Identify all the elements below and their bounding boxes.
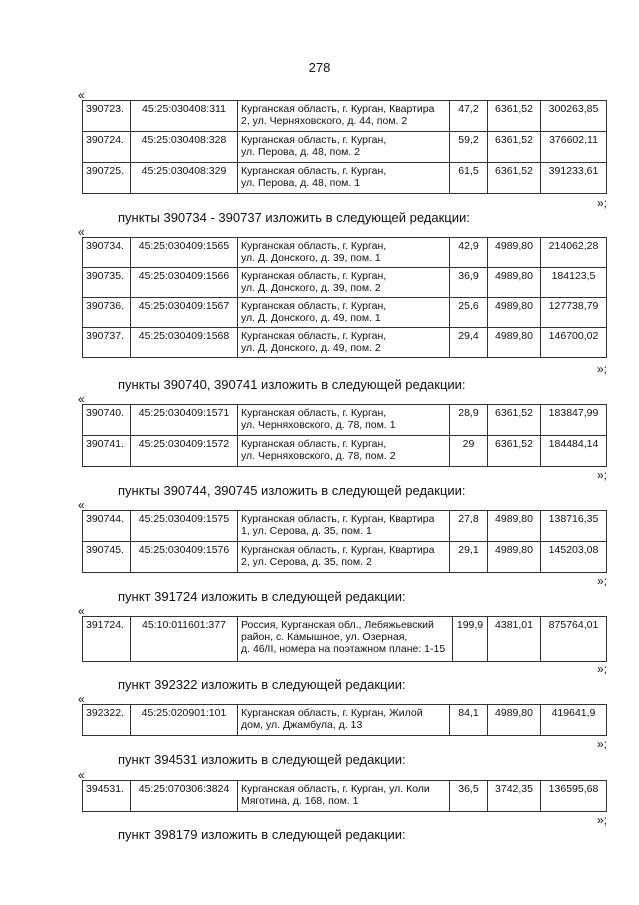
cell-total: 136595,68	[541, 781, 607, 812]
table-row	[83, 542, 607, 573]
cell-price: 4989,80	[488, 511, 541, 542]
cell-cadastral: 45:25:030408:328	[131, 132, 238, 163]
cell-area: 84,1	[450, 705, 488, 736]
table-row	[83, 405, 607, 436]
cell-num: 392322.	[83, 705, 131, 736]
cell-address: Курганская область, г. Курган, Квартира 2, ул. Серова, д. 35, пом. 2	[238, 542, 450, 573]
cell-area: 47,2	[450, 101, 488, 132]
close-quote: »;	[597, 662, 608, 676]
table-row	[83, 163, 607, 194]
cell-num: 390735.	[83, 268, 131, 298]
table-row	[83, 511, 607, 542]
cell-price: 6361,52	[488, 163, 541, 194]
table-row	[83, 298, 607, 328]
cell-price: 6361,52	[488, 405, 541, 436]
cell-total: 146700,02	[541, 328, 607, 358]
instruction-text: пункты 390740, 390741 изложить в следующей редакции:	[118, 377, 466, 392]
cell-total: 127738,79	[541, 298, 607, 328]
close-quote: »;	[597, 813, 608, 827]
open-quote: «	[78, 768, 85, 782]
open-quote: «	[78, 604, 85, 618]
instruction-text: пункт 398179 изложить в следующей редакции:	[118, 827, 406, 842]
table-row	[83, 617, 607, 662]
open-quote: «	[78, 692, 85, 706]
cell-cadastral: 45:25:030409:1571	[131, 405, 238, 436]
cell-area: 199,9	[453, 617, 488, 662]
table-row	[83, 268, 607, 298]
close-quote: »;	[597, 362, 608, 376]
cell-price: 6361,52	[488, 101, 541, 132]
cell-cadastral: 45:25:070306:3824	[131, 781, 238, 812]
cell-total: 214062,28	[541, 238, 607, 268]
cell-area: 28,9	[450, 405, 488, 436]
table-row	[83, 238, 607, 268]
table-row	[83, 328, 607, 358]
cell-area: 59,2	[450, 132, 488, 163]
cell-cadastral: 45:25:030408:311	[131, 101, 238, 132]
close-quote: »;	[597, 468, 608, 482]
instruction-text: пункт 392322 изложить в следующей редакции:	[118, 677, 406, 692]
table-row	[83, 101, 607, 132]
cell-num: 390723.	[83, 101, 131, 132]
cell-price: 4989,80	[488, 328, 541, 358]
cell-address: Курганская область, г. Курган, ул. Д. Донского, д. 39, пом. 2	[238, 268, 450, 298]
cell-price: 6361,52	[488, 436, 541, 467]
cell-total: 184484,14	[541, 436, 607, 467]
cell-num: 390745.	[83, 542, 131, 573]
cell-num: 390734.	[83, 238, 131, 268]
cell-price: 6361,52	[488, 132, 541, 163]
amendment-table	[82, 704, 607, 736]
cell-num: 390744.	[83, 511, 131, 542]
cell-cadastral: 45:25:030409:1572	[131, 436, 238, 467]
cell-cadastral: 45:25:030409:1576	[131, 542, 238, 573]
cell-price: 4989,80	[488, 298, 541, 328]
page-number: 278	[308, 60, 331, 75]
cell-num: 390724.	[83, 132, 131, 163]
cell-total: 138716,35	[541, 511, 607, 542]
cell-area: 29,4	[450, 328, 488, 358]
cell-address: Курганская область, г. Курган, ул. Черняховского, д. 78, пом. 1	[238, 405, 450, 436]
cell-total: 183847,99	[541, 405, 607, 436]
cell-address: Курганская область, г. Курган, ул. Перова, д. 48, пом. 1	[238, 163, 450, 194]
open-quote: «	[78, 392, 85, 406]
cell-num: 394531.	[83, 781, 131, 812]
open-quote: «	[78, 498, 85, 512]
cell-address: Курганская область, г. Курган, ул. Коли Мяготина, д. 168, пом. 1	[238, 781, 450, 812]
cell-area: 36,9	[450, 268, 488, 298]
table-row	[83, 781, 607, 812]
instruction-text: пункт 394531 изложить в следующей редакции:	[118, 752, 406, 767]
cell-address: Курганская область, г. Курган, ул. Перова, д. 48, пом. 2	[238, 132, 450, 163]
cell-total: 875764,01	[541, 617, 607, 662]
amendment-table	[82, 780, 607, 812]
cell-cadastral: 45:25:030408:329	[131, 163, 238, 194]
cell-cadastral: 45:25:030409:1567	[131, 298, 238, 328]
cell-price: 4989,80	[488, 705, 541, 736]
cell-address: Россия, Курганская обл., Лебяжьевский район, с. Камышное, ул. Озерная, д. 46/II, номера на поэтажном плане: 1-15	[238, 617, 453, 662]
cell-address: Курганская область, г. Курган, Квартира 2, ул. Черняховского, д. 44, пом. 2	[238, 101, 450, 132]
cell-num: 390740.	[83, 405, 131, 436]
cell-total: 300263,85	[541, 101, 607, 132]
amendment-table	[82, 100, 607, 194]
amendment-table	[82, 237, 607, 358]
cell-num: 390725.	[83, 163, 131, 194]
amendment-table	[82, 510, 607, 573]
cell-area: 29,1	[450, 542, 488, 573]
amendment-table	[82, 616, 607, 662]
close-quote: »;	[597, 737, 608, 751]
cell-cadastral: 45:10:011601:377	[131, 617, 238, 662]
cell-address: Курганская область, г. Курган, Жилой дом, ул. Джамбула, д. 13	[238, 705, 450, 736]
cell-price: 4989,80	[488, 238, 541, 268]
cell-area: 36,5	[450, 781, 488, 812]
cell-area: 61,5	[450, 163, 488, 194]
table-row	[83, 705, 607, 736]
cell-total: 376602,11	[541, 132, 607, 163]
cell-address: Курганская область, г. Курган, ул. Д. Донского, д. 49, пом. 1	[238, 298, 450, 328]
table-row	[83, 436, 607, 467]
cell-num: 391724.	[83, 617, 131, 662]
cell-price: 4381,01	[488, 617, 541, 662]
cell-cadastral: 45:25:030409:1568	[131, 328, 238, 358]
cell-total: 419641,9	[541, 705, 607, 736]
cell-num: 390741.	[83, 436, 131, 467]
cell-area: 29	[450, 436, 488, 467]
table-row	[83, 132, 607, 163]
cell-cadastral: 45:25:030409:1566	[131, 268, 238, 298]
instruction-text: пункт 391724 изложить в следующей редакции:	[118, 589, 406, 604]
cell-cadastral: 45:25:020901:101	[131, 705, 238, 736]
cell-price: 4989,80	[488, 542, 541, 573]
cell-address: Курганская область, г. Курган, ул. Д. Донского, д. 39, пом. 1	[238, 238, 450, 268]
open-quote: «	[78, 88, 85, 102]
cell-price: 4989,80	[488, 268, 541, 298]
cell-area: 25,6	[450, 298, 488, 328]
cell-num: 390737.	[83, 328, 131, 358]
cell-cadastral: 45:25:030409:1565	[131, 238, 238, 268]
cell-address: Курганская область, г. Курган, ул. Д. Донского, д. 49, пом. 2	[238, 328, 450, 358]
cell-cadastral: 45:25:030409:1575	[131, 511, 238, 542]
cell-address: Курганская область, г. Курган, Квартира 1, ул. Серова, д. 35, пом. 1	[238, 511, 450, 542]
cell-total: 184123,5	[541, 268, 607, 298]
close-quote: »;	[597, 574, 608, 588]
cell-address: Курганская область, г. Курган, ул. Черняховского, д. 78, пом. 2	[238, 436, 450, 467]
amendment-table	[82, 404, 607, 467]
cell-total: 145203,08	[541, 542, 607, 573]
instruction-text: пункты 390744, 390745 изложить в следующей редакции:	[118, 483, 466, 498]
cell-area: 42,9	[450, 238, 488, 268]
instruction-text: пункты 390734 - 390737 изложить в следующей редакции:	[118, 210, 470, 225]
close-quote: »;	[597, 196, 608, 210]
open-quote: «	[78, 225, 85, 239]
cell-num: 390736.	[83, 298, 131, 328]
cell-area: 27,8	[450, 511, 488, 542]
cell-total: 391233,61	[541, 163, 607, 194]
cell-price: 3742,35	[488, 781, 541, 812]
